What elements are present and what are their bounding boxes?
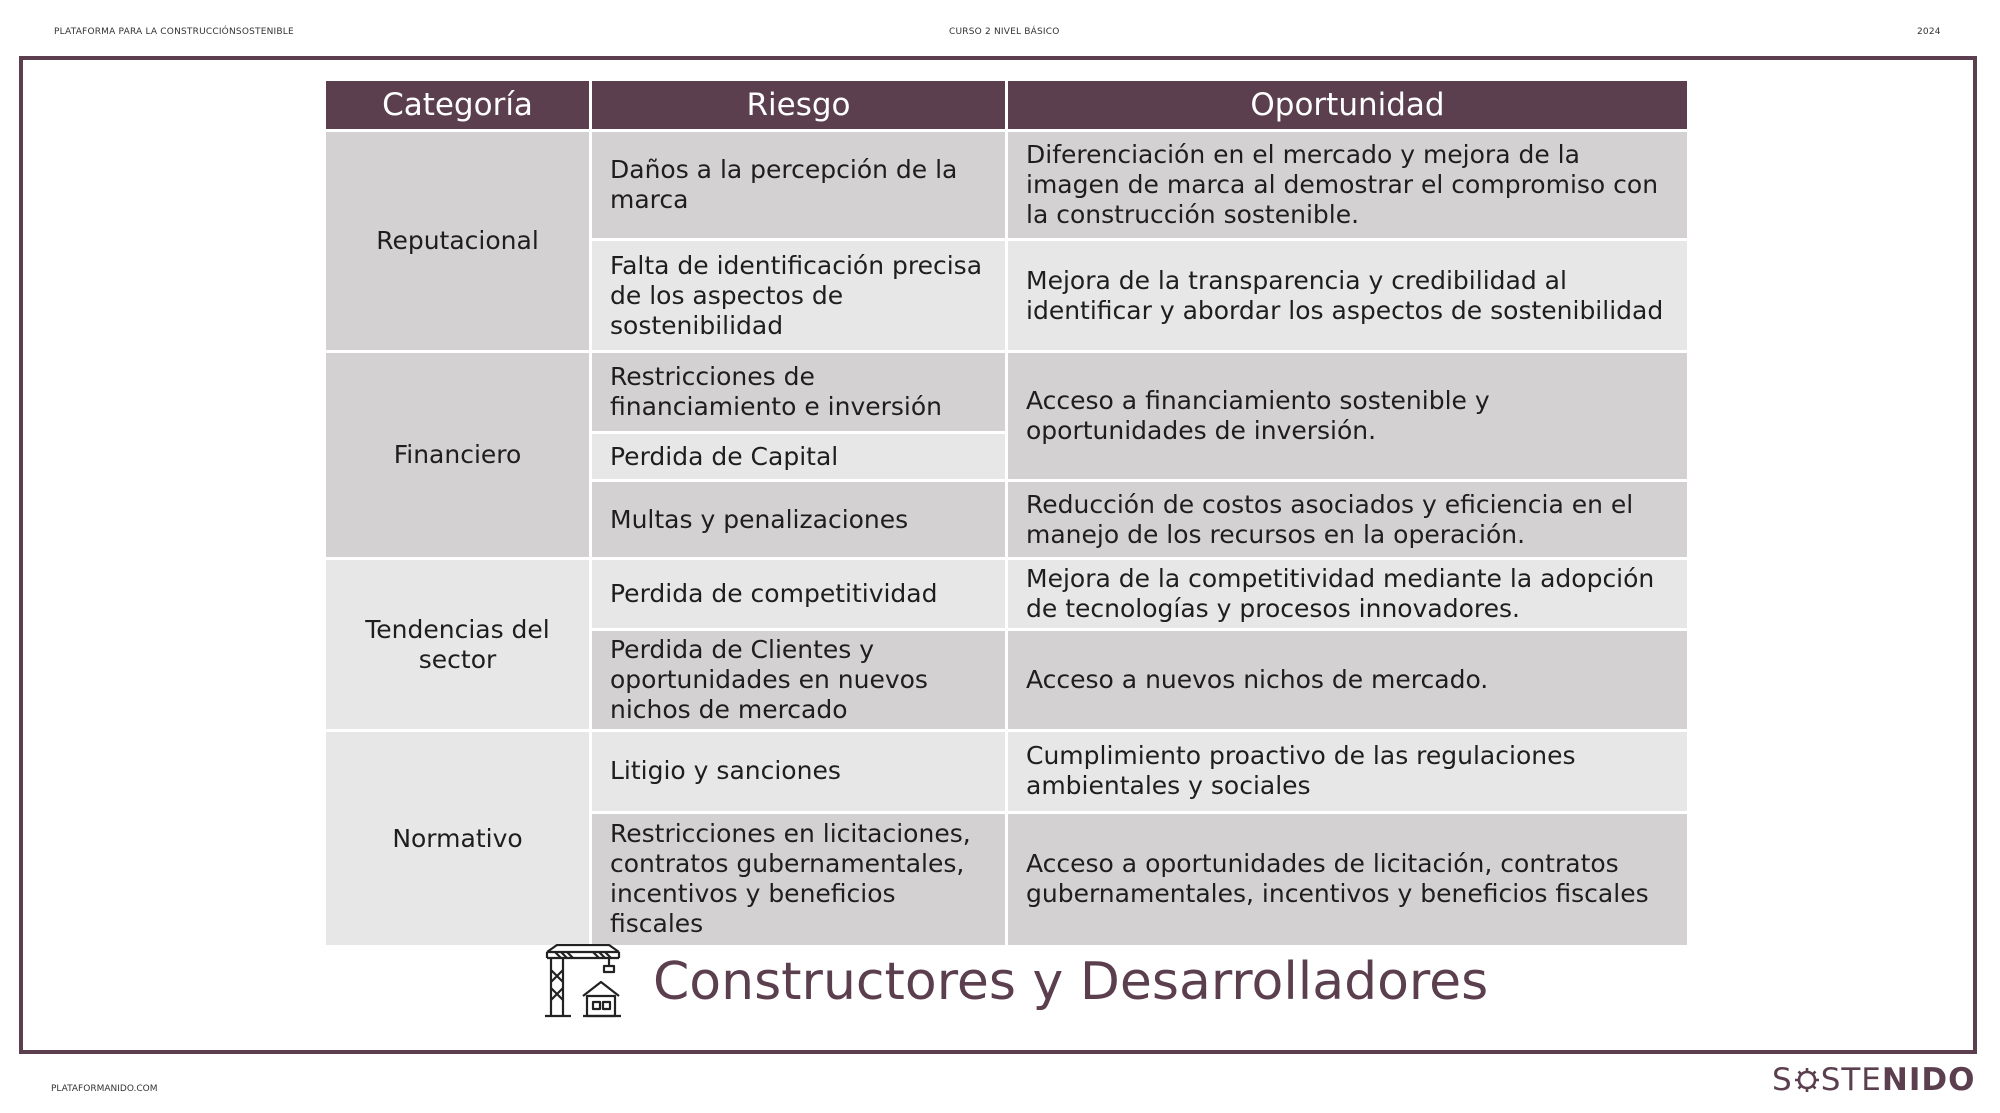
risk-cell: Daños a la percepción de la marca xyxy=(592,132,1005,238)
logo-text-ste: STE xyxy=(1820,1062,1882,1098)
risk-cell: Restricciones de financiamiento e inversión xyxy=(592,353,1005,431)
risk-cell: Perdida de Clientes y oportunidades en nuevos nichos de mercado xyxy=(592,631,1005,729)
table-row xyxy=(326,132,1687,238)
slide-title-block xyxy=(543,942,1488,1022)
opportunity-cell: Cumplimiento proactivo de las regulaciones ambientales y sociales xyxy=(1008,732,1687,811)
risk-cell: Perdida de competitividad xyxy=(592,560,1005,628)
header-year-label: 2024 xyxy=(1917,27,1941,37)
opportunity-cell: Acceso a nuevos nichos de mercado. xyxy=(1008,631,1687,729)
opportunity-cell: Acceso a financiamiento sostenible y oportunidades de inversión. xyxy=(1008,353,1687,479)
table-row xyxy=(326,353,1687,431)
slide-title: Constructores y Desarrolladores xyxy=(653,952,1489,1012)
opportunity-cell: Reducción de costos asociados y eficiencia en el manejo de los recursos en la operación. xyxy=(1008,482,1687,557)
risk-cell: Litigio y sanciones xyxy=(592,732,1005,811)
category-cell: Normativo xyxy=(326,732,589,945)
opportunity-cell: Mejora de la competitividad mediante la adopción de tecnologías y procesos innovadores. xyxy=(1008,560,1687,628)
crane-building-icon xyxy=(543,944,623,1020)
opportunity-cell: Acceso a oportunidades de licitación, contratos gubernamentales, incentivos y beneficios fiscales xyxy=(1008,814,1687,945)
table-row xyxy=(326,732,1687,811)
header-course-label: CURSO 2 NIVEL BÁSICO xyxy=(949,27,1060,37)
table-header-row xyxy=(326,81,1687,129)
logo-text-s: S xyxy=(1772,1062,1793,1098)
header-platform-label: PLATAFORMA PARA LA CONSTRUCCIÓNSOSTENIBLE xyxy=(54,27,294,37)
logo-text-nido: NIDO xyxy=(1881,1062,1976,1098)
category-cell: Financiero xyxy=(326,353,589,557)
gear-o-icon xyxy=(1793,1067,1821,1093)
category-cell: Tendencias del sector xyxy=(326,560,589,729)
risk-opportunity-table xyxy=(323,78,1690,948)
risk-cell: Restricciones en licitaciones, contratos gubernamentales, incentivos y beneficios fiscales xyxy=(592,814,1005,945)
footer-url: PLATAFORMANIDO.COM xyxy=(51,1084,158,1094)
risk-cell: Perdida de Capital xyxy=(592,434,1005,480)
category-cell: Reputacional xyxy=(326,132,589,350)
sostenido-logo xyxy=(1772,1062,1975,1098)
header-riesgo: Riesgo xyxy=(592,81,1005,129)
risk-cell: Falta de identificación precisa de los aspectos de sostenibilidad xyxy=(592,241,1005,350)
opportunity-cell: Mejora de la transparencia y credibilidad al identificar y abordar los aspectos de sostenibilidad xyxy=(1008,241,1687,350)
header-oportunidad: Oportunidad xyxy=(1008,81,1687,129)
risk-cell: Multas y penalizaciones xyxy=(592,482,1005,557)
opportunity-cell: Diferenciación en el mercado y mejora de la imagen de marca al demostrar el compromiso con la construcción sostenible. xyxy=(1008,132,1687,238)
table-row xyxy=(326,560,1687,628)
header-categoria: Categoría xyxy=(326,81,589,129)
